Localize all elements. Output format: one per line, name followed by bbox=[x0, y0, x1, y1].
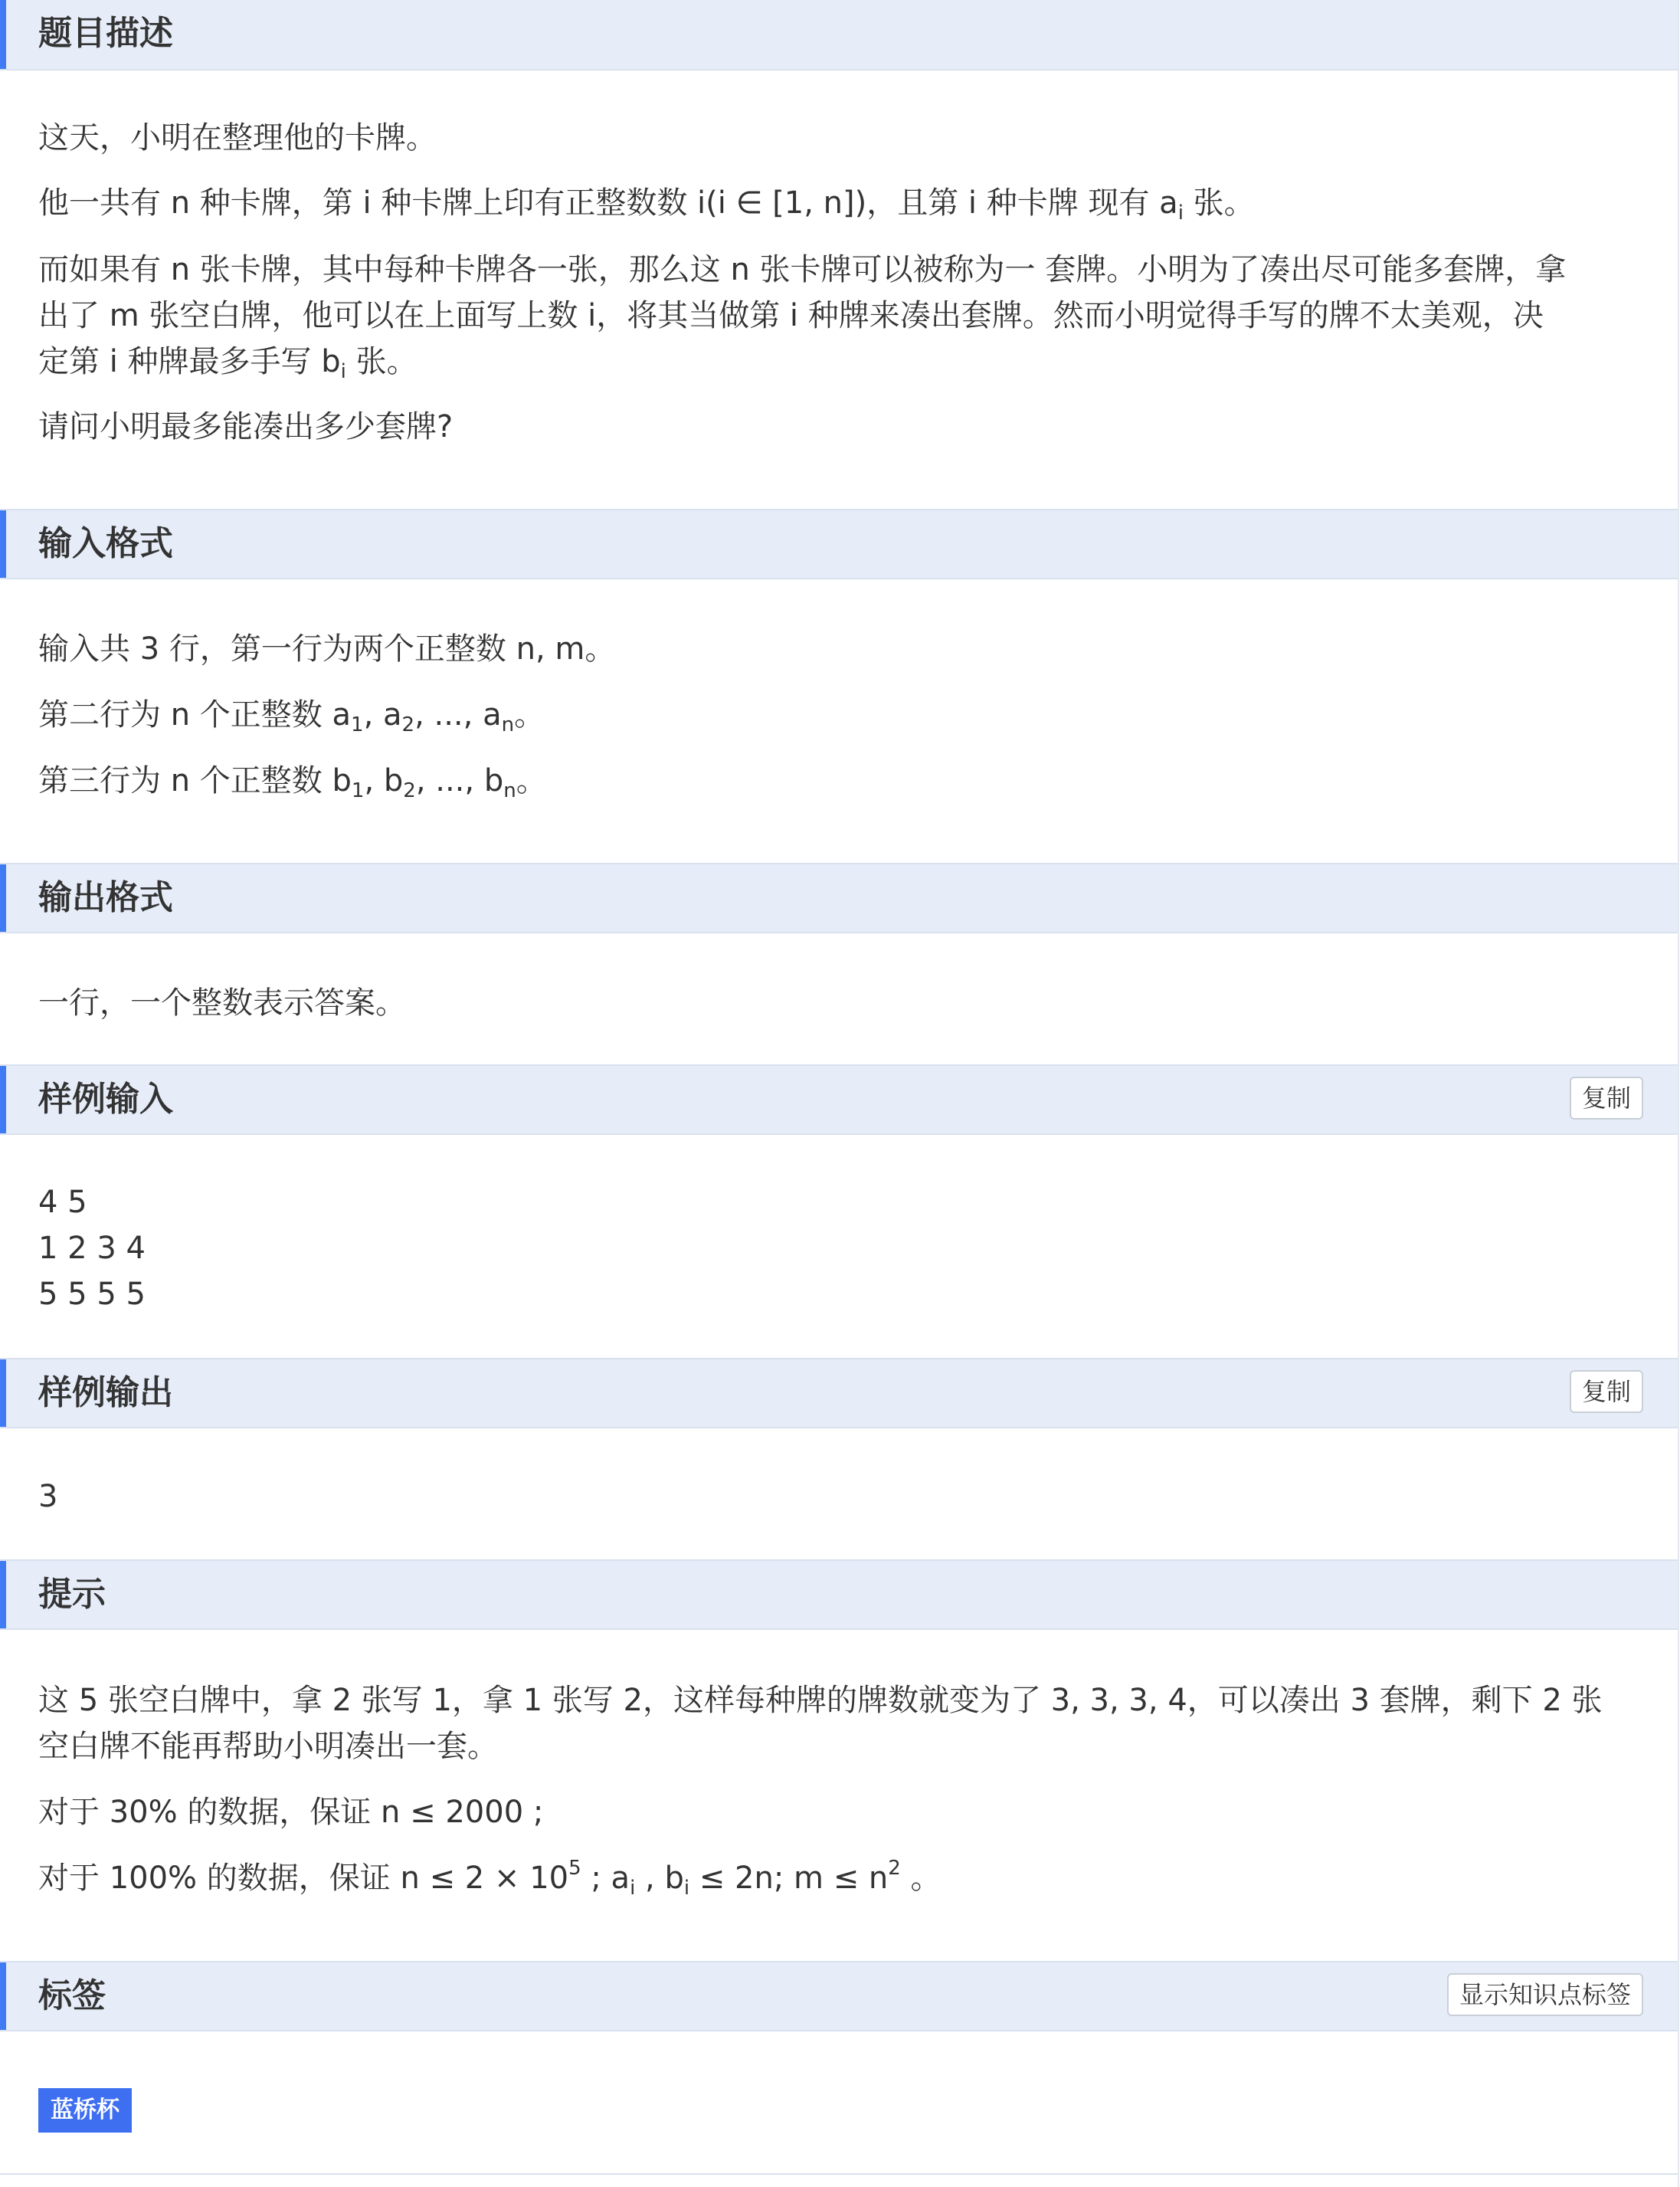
subscript: i bbox=[630, 1877, 636, 1900]
accent-bar bbox=[0, 1066, 6, 1133]
desc-line-3: 而如果有 n 张卡牌，其中每种卡牌各一张，那么这 n 张卡牌可以被称为一 套牌。小明为了凑出尽可能多套牌，拿 bbox=[38, 252, 1567, 287]
text: 第二行为 n 个正整数 a bbox=[38, 697, 352, 733]
text: 。 bbox=[516, 763, 547, 798]
subscript: 1 bbox=[351, 779, 365, 802]
section-header bbox=[0, 1064, 1678, 1135]
text: 张。 bbox=[345, 344, 418, 379]
section-title: 样例输出 bbox=[38, 1373, 173, 1412]
hint-line-3: 对于 30% 的数据，保证 n ≤ 2000 ; bbox=[38, 1795, 544, 1830]
text: , ..., b bbox=[415, 763, 504, 798]
section-sample-input bbox=[0, 1064, 1678, 1135]
subscript: 2 bbox=[401, 713, 415, 736]
section-sample-output bbox=[0, 1358, 1678, 1428]
hint-line-2: 空白牌不能再帮助小明凑出一套。 bbox=[38, 1729, 498, 1764]
sample-output-line: 3 bbox=[38, 1479, 58, 1514]
section-title: 题目描述 bbox=[38, 14, 173, 53]
text: ≤ 2n; m ≤ n bbox=[689, 1861, 889, 1896]
subscript: i bbox=[683, 1877, 690, 1900]
section-tags bbox=[0, 1961, 1678, 2031]
text: 定第 i 种牌最多手写 b bbox=[38, 344, 341, 379]
section-output-format bbox=[0, 863, 1678, 933]
section-input-format bbox=[0, 509, 1678, 579]
section-title: 提示 bbox=[38, 1575, 106, 1614]
copy-button[interactable]: 复制 bbox=[1570, 1370, 1643, 1413]
section-header bbox=[0, 509, 1678, 579]
input-line-2 bbox=[38, 692, 545, 738]
section-header bbox=[0, 0, 1678, 70]
accent-bar bbox=[0, 1962, 6, 2030]
superscript: 2 bbox=[888, 1857, 901, 1880]
section-header bbox=[0, 1961, 1678, 2031]
subscript: i bbox=[340, 360, 346, 383]
desc-line-4: 出了 m 张空白牌，他可以在上面写上数 i，将其当做第 i 种牌来凑出套牌。然而小明觉得手写的牌不太美观，决 bbox=[38, 298, 1544, 333]
section-title: 输出格式 bbox=[38, 878, 173, 917]
accent-bar bbox=[0, 864, 6, 932]
desc-line-1: 这天，小明在整理他的卡牌。 bbox=[38, 120, 437, 156]
subscript: n bbox=[503, 779, 516, 802]
subscript: 2 bbox=[403, 779, 416, 802]
text: 。 bbox=[900, 1861, 942, 1896]
subscript: 1 bbox=[351, 713, 364, 736]
show-tags-button[interactable]: 显示知识点标签 bbox=[1447, 1973, 1643, 2016]
text: , a bbox=[363, 697, 402, 733]
copy-button[interactable]: 复制 bbox=[1570, 1077, 1643, 1120]
text: ; a bbox=[581, 1861, 630, 1896]
accent-bar bbox=[0, 1359, 6, 1427]
input-line-1: 输入共 3 行，第一行为两个正整数 n, m。 bbox=[38, 631, 616, 667]
desc-line-2 bbox=[38, 180, 1255, 226]
section-header bbox=[0, 1358, 1678, 1428]
hint-line-1: 这 5 张空白牌中，拿 2 张写 1，拿 1 张写 2，这样每种牌的牌数就变为了 3, 3, 3, 4，可以凑出 3 套牌，剩下 2 张 bbox=[38, 1683, 1603, 1718]
sample-input-line: 4 5 bbox=[38, 1185, 87, 1220]
section-title: 输入格式 bbox=[38, 524, 173, 563]
subscript: n bbox=[501, 713, 515, 736]
desc-line-5 bbox=[38, 339, 418, 385]
input-line-3 bbox=[38, 758, 547, 804]
divider bbox=[0, 2173, 1678, 2175]
tag-badge[interactable]: 蓝桥杯 bbox=[38, 2088, 132, 2133]
hint-line-4 bbox=[38, 1855, 942, 1901]
text: 第三行为 n 个正整数 b bbox=[38, 763, 352, 798]
text: , ..., a bbox=[414, 697, 502, 733]
section-description bbox=[0, 0, 1678, 70]
text: 对于 100% 的数据，保证 n ≤ 2 × 10 bbox=[38, 1861, 569, 1896]
accent-bar bbox=[0, 510, 6, 578]
text: 他一共有 n 种卡牌，第 i 种卡牌上印有正整数数 i(i ∈ [1, n])，且第 i 种卡牌 现有 a bbox=[38, 185, 1178, 221]
section-hint bbox=[0, 1559, 1678, 1630]
accent-bar bbox=[0, 0, 6, 69]
accent-bar bbox=[0, 1561, 6, 1628]
text: , b bbox=[635, 1861, 684, 1896]
text: 。 bbox=[514, 697, 545, 733]
subscript: i bbox=[1177, 202, 1184, 225]
text: , b bbox=[364, 763, 404, 798]
sample-input-line: 1 2 3 4 bbox=[38, 1231, 146, 1266]
sample-input-line: 5 5 5 5 bbox=[38, 1277, 146, 1312]
section-header bbox=[0, 1559, 1678, 1630]
section-title: 标签 bbox=[38, 1976, 106, 2015]
superscript: 5 bbox=[568, 1857, 581, 1880]
section-header bbox=[0, 863, 1678, 933]
section-title: 样例输入 bbox=[38, 1080, 173, 1119]
desc-line-6: 请问小明最多能凑出多少套牌? bbox=[38, 409, 454, 444]
text: 张。 bbox=[1183, 185, 1255, 221]
output-line-1: 一行，一个整数表示答案。 bbox=[38, 985, 406, 1021]
